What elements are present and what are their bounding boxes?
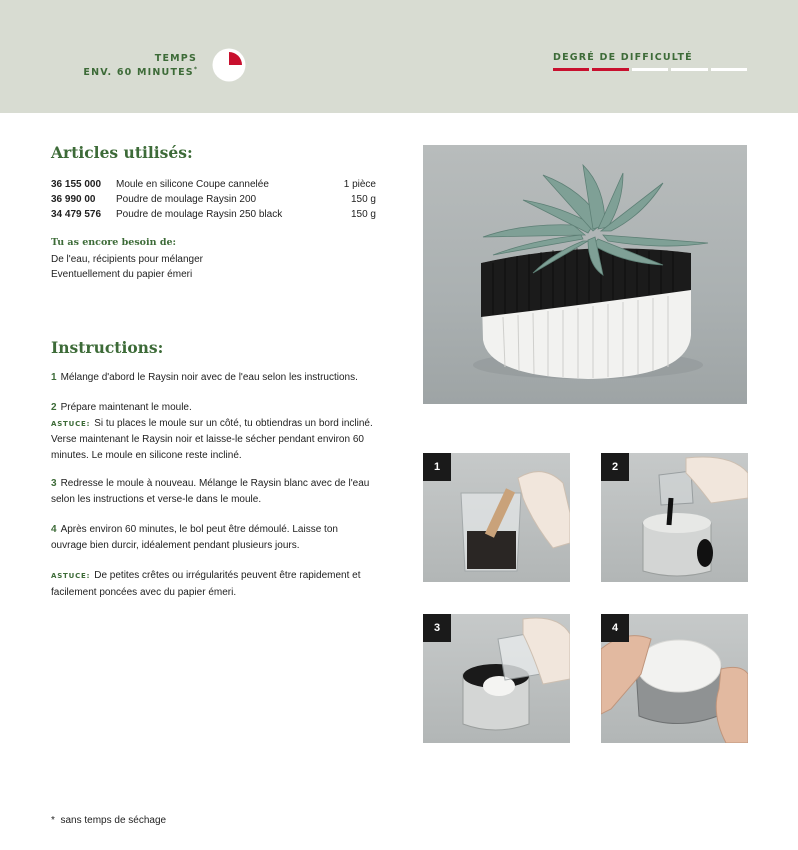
final-tip [51, 568, 376, 600]
instruction-step-2 [51, 400, 376, 463]
instruction-step-4 [51, 522, 376, 553]
step-number: 4 [51, 524, 57, 535]
time-label: TEMPS [154, 53, 197, 64]
step-badge: 4 [601, 614, 629, 642]
instructions-heading: Instructions: [51, 338, 164, 357]
article-name: Moule en silicone Coupe cannelée [116, 179, 269, 190]
need-line: Eventuellement du papier émeri [51, 269, 193, 280]
difficulty-segment [553, 68, 589, 71]
step-number: 2 [51, 402, 57, 413]
step-number: 3 [51, 478, 57, 489]
article-code: 36 155 000 [51, 179, 102, 190]
article-qty: 150 g [350, 194, 376, 205]
need-heading: Tu as encore besoin de: [51, 237, 177, 248]
article-qty: 1 pièce [343, 179, 376, 190]
article-name: Poudre de moulage Raysin 250 black [116, 209, 283, 220]
need-line: De l'eau, récipients pour mélanger [51, 254, 203, 265]
step-text: Mélange d'abord le Raysin noir avec de l'eau selon les instructions. [60, 372, 358, 383]
difficulty-segment [671, 68, 707, 71]
step-text: Prépare maintenant le moule. [60, 402, 192, 413]
step-badge: 3 [423, 614, 451, 642]
instruction-step-1 [51, 370, 376, 386]
clock-icon [212, 48, 246, 82]
step-text: Verse maintenant le Raysin noir et laisse-le sécher pendant environ 60 minutes. Le moule en silicone reste incliné. [51, 434, 364, 461]
product-photo [423, 145, 747, 404]
step-text: Redresse le moule à nouveau. Mélange le Raysin blanc avec de l'eau selon les instructions et verse-le dans le moule. [51, 478, 370, 505]
articles-list [51, 177, 376, 222]
difficulty-label: DEGRÉ DE DIFFICULTÉ [553, 52, 693, 63]
time-value: ENV. 60 MINUTES* [83, 66, 197, 79]
difficulty-meter [553, 68, 747, 71]
step-badge: 2 [601, 453, 629, 481]
articles-heading: Articles utilisés: [51, 143, 193, 162]
difficulty-segment [711, 68, 747, 71]
article-row [51, 192, 376, 207]
astuce-text: Si tu places le moule sur un côté, tu obtiendras un bord incliné. [94, 417, 373, 429]
article-code: 36 990 00 [51, 194, 96, 205]
step-photo-3 [423, 614, 570, 743]
instruction-step-3 [51, 476, 376, 507]
difficulty-segment [632, 68, 668, 71]
difficulty-segment [592, 68, 628, 71]
article-row [51, 177, 376, 192]
step-photo-2 [601, 453, 748, 582]
step-badge: 1 [423, 453, 451, 481]
astuce-text: De petites crêtes ou irrégularités peuvent être rapidement et facilement poncées avec du papier émeri. [51, 570, 361, 598]
step-text: Après environ 60 minutes, le bol peut être démoulé. Laisse ton ouvrage bien durcir, idéalement pendant plusieurs jours. [51, 524, 338, 551]
step-photo-4 [601, 614, 748, 743]
need-list [51, 252, 203, 282]
astuce-label: ASTUCE: [51, 419, 91, 428]
step-number: 1 [51, 372, 57, 383]
footnote: * sans temps de séchage [51, 815, 167, 826]
article-qty: 150 g [350, 209, 376, 220]
article-row [51, 207, 376, 222]
article-name: Poudre de moulage Raysin 200 [116, 194, 257, 205]
astuce-label: ASTUCE: [51, 572, 91, 580]
article-code: 34 479 576 [51, 209, 102, 220]
header-band [0, 0, 798, 113]
step-photo-1 [423, 453, 570, 582]
